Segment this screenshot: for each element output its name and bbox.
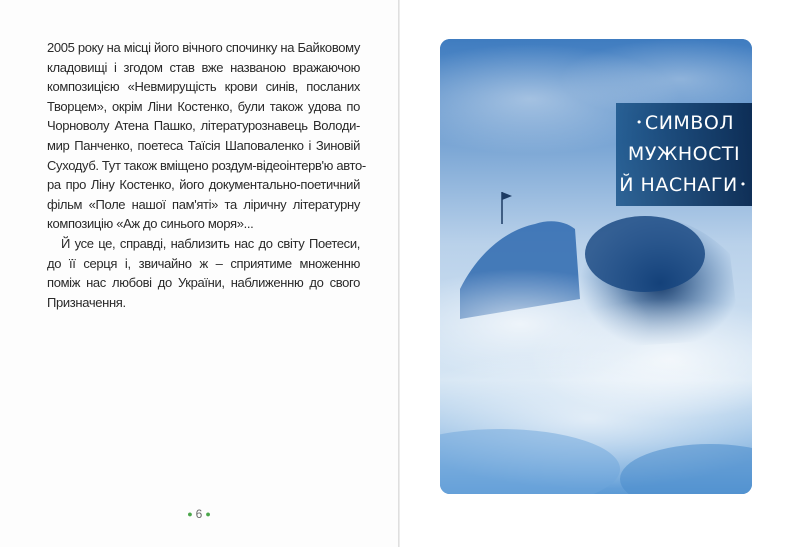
text-line: Призначення. bbox=[47, 294, 126, 310]
text-line: Суходуб. Тут також вміщено роздум-відеоінтерв'ю авто- bbox=[47, 157, 366, 173]
text-line: поміж нас любові до України, наближенню до свого bbox=[47, 275, 360, 291]
title-text: Й НАСНАГИ bbox=[619, 174, 738, 196]
page-number bbox=[0, 507, 398, 521]
title-bullet: • bbox=[739, 178, 747, 191]
title-text: СИМВОЛ bbox=[644, 112, 735, 134]
title-bullet: • bbox=[635, 116, 643, 129]
title-line-2 bbox=[616, 143, 752, 165]
text-line: мир Панченко, поетеса Таїсія Шаповаленко і Зиновій bbox=[47, 137, 360, 153]
title-overlay bbox=[616, 103, 752, 206]
title-line-3 bbox=[616, 174, 752, 196]
right-page bbox=[400, 0, 800, 547]
body-text bbox=[47, 38, 366, 312]
text-line: композицією «Невмирущість крови синів, посланих bbox=[47, 79, 360, 95]
title-text: МУЖНОСТІ bbox=[627, 143, 741, 165]
page-number-dot-right: ● bbox=[205, 509, 211, 519]
text-line: до її серця і, звичайно ж – сприятиме множенню bbox=[47, 255, 360, 271]
page-number-dot-left: ● bbox=[187, 509, 193, 519]
text-line: Творцем», окрім Ліни Костенко, були також удова по bbox=[47, 98, 360, 114]
title-line-1 bbox=[616, 112, 752, 134]
text-line: Й усе це, справді, наблизить нас до світу Поетеси, bbox=[61, 235, 360, 251]
text-line: ра про Ліну Костенко, його документально-поетичний bbox=[47, 177, 360, 193]
text-line: композицію «Аж до синього моря»... bbox=[47, 216, 254, 232]
text-line: 2005 року на місці його вічного спочинку на Байковому bbox=[47, 40, 360, 55]
text-line: Чорноволу Атена Пашко, літературознавець Володи- bbox=[47, 118, 360, 134]
text-line: фільм «Поле нашої пам'яті» та ліричну літературну bbox=[47, 196, 360, 212]
page-number-value: 6 bbox=[195, 507, 203, 521]
text-line: кладовищі і згодом став вже названою вражаючою bbox=[47, 59, 360, 75]
left-page bbox=[0, 0, 398, 547]
